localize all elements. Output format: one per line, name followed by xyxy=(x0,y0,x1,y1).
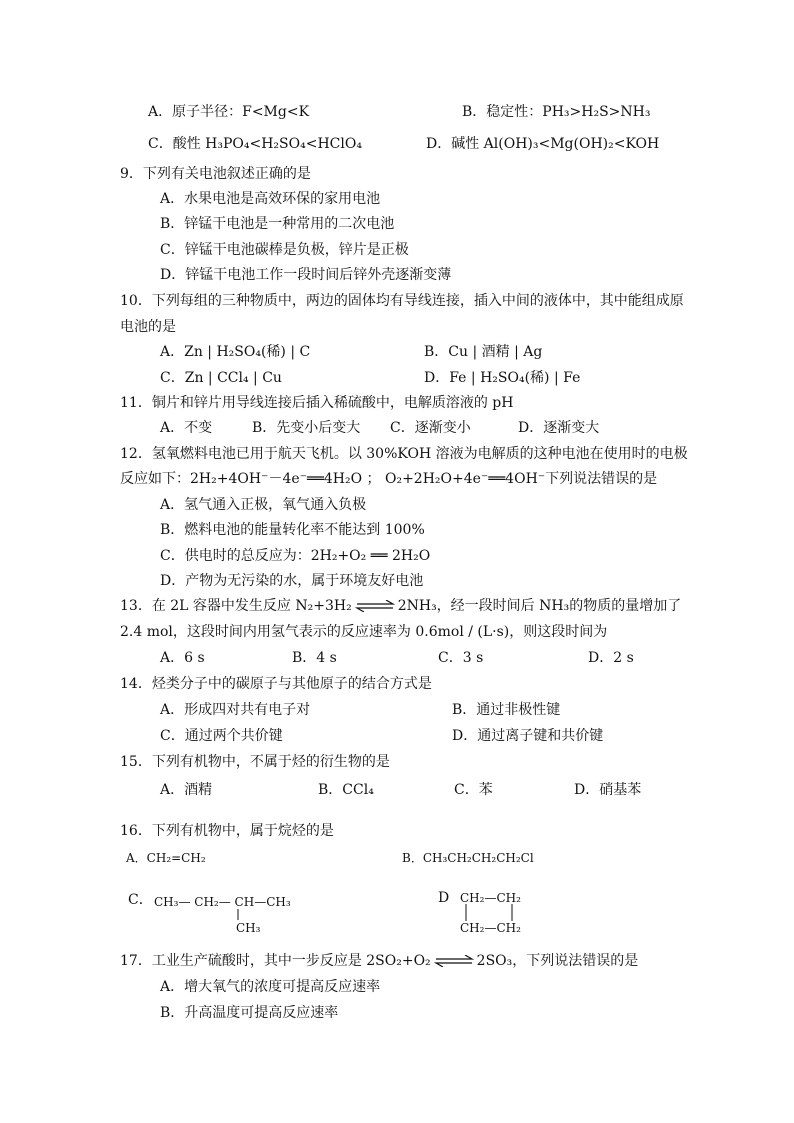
q14-option-c: C．通过两个共价键 xyxy=(160,728,283,744)
q14-option-a: A．形成四对共有电子对 xyxy=(160,702,311,718)
q10-option-a: A．Zn | H₂SO₄(稀) | C xyxy=(160,344,311,360)
q10-option-b: B．Cu | 酒精 | Ag xyxy=(424,344,543,360)
q13-stem-line1 xyxy=(120,596,681,616)
q14-option-b: B．通过非极性键 xyxy=(452,702,561,718)
q12-option-d: D．产物为无污染的水，属于环境友好电池 xyxy=(160,573,424,589)
q11-option-d: D．逐渐变大 xyxy=(518,420,600,436)
q12-stem-line2: 反应如下：2H₂+4OH⁻－4e⁻══4H₂O ； O₂+2H₂O+4e⁻══4OH⁻下列说法错误的是 xyxy=(120,471,658,487)
q17-stem xyxy=(120,951,638,971)
q14-option-d: D．通过离子键和共价键 xyxy=(452,728,604,744)
q16-stem: 16．下列有机物中，属于烷烃的是 xyxy=(120,823,334,839)
q11-option-b: B．先变小后变大 xyxy=(252,420,361,436)
q16-option-b: B．CH₃CH₂CH₂CH₂Cl xyxy=(402,851,534,865)
q16-option-d-top: CH₂—CH₂ xyxy=(460,891,521,905)
q17-option-a: A．增大氧气的浓度可提高反应速率 xyxy=(160,979,381,995)
q15-option-a: A．酒精 xyxy=(160,782,213,798)
q15-stem: 15．下列有机物中，不属于烃的衍生物的是 xyxy=(120,754,390,770)
q16-option-d-ring-bonds xyxy=(462,904,522,922)
q13-option-b: B．4 s xyxy=(292,650,337,666)
q13-option-a: A．6 s xyxy=(160,650,205,666)
q12-option-a: A．氢气通入正极，氧气通入负极 xyxy=(160,497,367,513)
q12-option-b: B．燃料电池的能量转化率不能达到 100% xyxy=(160,522,425,538)
q12-stem-line1: 12．氢氧燃料电池已用于航天飞机。以 30%KOH 溶液为电解质的这种电池在使用时的电极 xyxy=(120,446,688,462)
q15-option-d: D．硝基苯 xyxy=(574,782,642,798)
q15-option-c: C．苯 xyxy=(454,782,493,798)
q16-option-c-branch: CH₃ xyxy=(236,921,261,935)
equilibrium-arrow-icon xyxy=(355,600,395,612)
q10-option-d: D．Fe | H₂SO₄(稀) | Fe xyxy=(424,370,581,386)
q8-option-d: D．碱性 Al(OH)₃<Mg(OH)₂<KOH xyxy=(426,136,660,152)
q9-stem: 9．下列有关电池叙述正确的是 xyxy=(120,166,311,182)
q13-stem-line2: 2.4 mol，这段时间内用氢气表示的反应速率为 0.6mol / (L·s)，则这段时间为 xyxy=(120,624,608,640)
q8-option-b: B．稳定性：PH₃>H₂S>NH₃ xyxy=(462,104,651,120)
q13-stem-part2: 2NH₃，经一段时间后 NH₃的物质的量增加了 xyxy=(397,598,682,614)
q12-option-c: C．供电时的总反应为：2H₂+O₂ ══ 2H₂O xyxy=(160,548,431,564)
q17-stem-part1: 17．工业生产硫酸时，其中一步反应是 2SO₂+O₂ xyxy=(120,953,431,969)
q8-option-a: A．原子半径：F<Mg<K xyxy=(148,104,310,120)
q11-option-a: A．不变 xyxy=(160,420,213,436)
q16-option-d-bottom: CH₂—CH₂ xyxy=(460,921,521,935)
q15-option-b: B．CCl₄ xyxy=(318,782,374,798)
q17-stem-part2: 2SO₃，下列说法错误的是 xyxy=(476,953,639,969)
q16-option-c-chain: CH₃— CH₂— CH—CH₃ xyxy=(154,895,291,909)
q16-option-c-label: C． xyxy=(128,892,153,908)
q16-option-c-branch-bond xyxy=(234,909,242,921)
q16-option-d-label: D xyxy=(438,890,450,906)
q9-option-d: D．锌锰干电池工作一段时间后锌外壳逐渐变薄 xyxy=(160,267,452,283)
q8-option-c: C．酸性 H₃PO₄<H₂SO₄<HClO₄ xyxy=(148,136,362,152)
q14-stem: 14．烃类分子中的碳原子与其他原子的结合方式是 xyxy=(120,676,432,692)
q9-option-c: C．锌锰干电池碳棒是负极，锌片是正极 xyxy=(160,242,409,258)
q11-stem: 11．铜片和锌片用导线连接后插入稀硫酸中，电解质溶液的 pH xyxy=(120,395,514,411)
q10-stem-line1: 10．下列每组的三种物质中，两边的固体均有导线连接，插入中间的液体中，其中能组成原 xyxy=(120,293,684,309)
q9-option-a: A．水果电池是高效环保的家用电池 xyxy=(160,191,381,207)
q10-stem-line2: 电池的是 xyxy=(120,319,176,335)
q17-option-b: B．升高温度可提高反应速率 xyxy=(160,1005,339,1021)
q13-stem-part1: 13．在 2L 容器中发生反应 N₂+3H₂ xyxy=(120,598,352,614)
q9-option-b: B．锌锰干电池是一种常用的二次电池 xyxy=(160,216,395,232)
q13-option-c: C．3 s xyxy=(438,650,484,666)
equilibrium-arrow-icon xyxy=(434,955,474,967)
q13-option-d: D．2 s xyxy=(588,650,634,666)
q10-option-c: C．Zn | CCl₄ | Cu xyxy=(160,370,282,386)
q11-option-c: C．逐渐变小 xyxy=(390,420,471,436)
q16-option-a: A．CH₂=CH₂ xyxy=(126,851,206,865)
